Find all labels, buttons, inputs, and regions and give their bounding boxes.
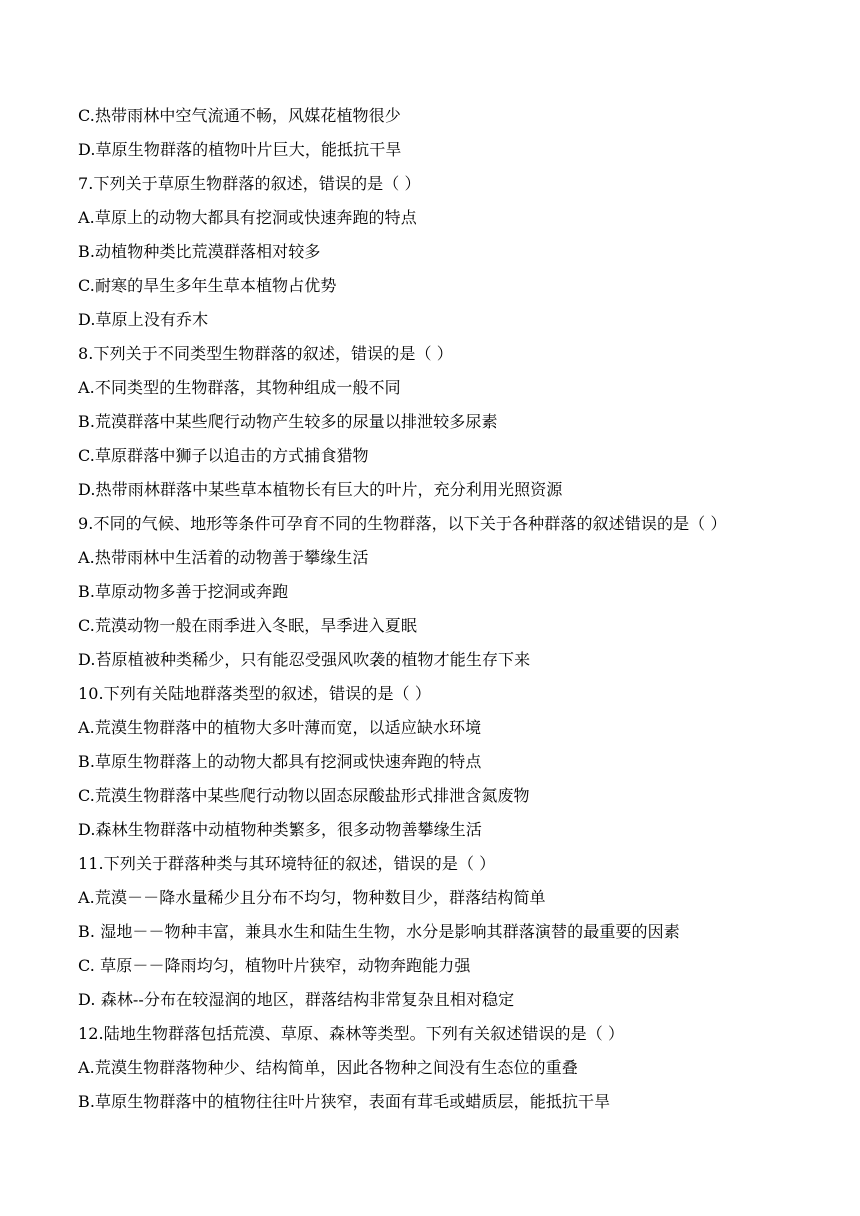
option-line: B.草原生物群落上的动物大都具有挖洞或快速奔跑的特点 xyxy=(78,752,482,771)
option-line: B.动植物种类比荒漠群落相对较多 xyxy=(78,242,321,261)
question-line: 7.下列关于草原生物群落的叙述，错误的是（ ） xyxy=(78,174,421,193)
option-line: D.苔原植被种类稀少，只有能忍受强风吹袭的植物才能生存下来 xyxy=(78,650,531,669)
option-line: A.热带雨林中生活着的动物善于攀缘生活 xyxy=(78,548,369,567)
option-line: C.热带雨林中空气流通不畅，风媒花植物很少 xyxy=(78,106,401,125)
option-line: C.荒漠生物群落中某些爬行动物以固态尿酸盐形式排泄含氮废物 xyxy=(78,786,530,805)
option-line: B. 湿地－－物种丰富，兼具水生和陆生生物，水分是影响其群落演替的最重要的因素 xyxy=(78,922,680,941)
option-line: C.草原群落中狮子以追击的方式捕食猎物 xyxy=(78,446,369,465)
question-line: 8.下列关于不同类型生物群落的叙述，错误的是（ ） xyxy=(78,344,453,363)
option-line: A.草原上的动物大都具有挖洞或快速奔跑的特点 xyxy=(78,208,417,227)
option-line: B.草原动物多善于挖洞或奔跑 xyxy=(78,582,289,601)
option-line: D.森林生物群落中动植物种类繁多，很多动物善攀缘生活 xyxy=(78,820,482,839)
option-line: A.荒漠生物群落物种少、结构简单，因此各物种之间没有生态位的重叠 xyxy=(78,1058,578,1077)
option-line: A.荒漠生物群落中的植物大多叶薄而宽，以适应缺水环境 xyxy=(78,718,482,737)
option-line: C.耐寒的旱生多年生草本植物占优势 xyxy=(78,276,337,295)
question-line: 12.陆地生物群落包括荒漠、草原、森林等类型。下列有关叙述错误的是（ ） xyxy=(78,1024,625,1043)
option-line: B.荒漠群落中某些爬行动物产生较多的尿量以排泄较多尿素 xyxy=(78,412,498,431)
option-line: A.不同类型的生物群落，其物种组成一般不同 xyxy=(78,378,401,397)
question-line: 10.下列有关陆地群落类型的叙述，错误的是（ ） xyxy=(78,684,431,703)
option-line: C.荒漠动物一般在雨季进入冬眠，旱季进入夏眠 xyxy=(78,616,417,635)
option-line: A.荒漠－－降水量稀少且分布不均匀，物种数目少，群落结构简单 xyxy=(78,888,546,907)
question-text-block xyxy=(78,99,838,1119)
question-line: 9.不同的气候、地形等条件可孕育不同的生物群落，以下关于各种群落的叙述错误的是（ ） xyxy=(78,514,727,533)
option-line: B.草原生物群落中的植物往往叶片狭窄，表面有茸毛或蜡质层，能抵抗干旱 xyxy=(78,1092,611,1111)
option-line: C. 草原－－降雨均匀，植物叶片狭窄，动物奔跑能力强 xyxy=(78,956,471,975)
option-line: D. 森林--分布在较湿润的地区，群落结构非常复杂且相对稳定 xyxy=(78,990,515,1009)
option-line: D.草原生物群落的植物叶片巨大，能抵抗干旱 xyxy=(78,140,402,159)
question-line: 11.下列关于群落种类与其环境特征的叙述，错误的是（ ） xyxy=(78,854,496,873)
option-line: D.草原上没有乔木 xyxy=(78,310,209,329)
option-line: D.热带雨林群落中某些草本植物长有巨大的叶片，充分利用光照资源 xyxy=(78,480,563,499)
